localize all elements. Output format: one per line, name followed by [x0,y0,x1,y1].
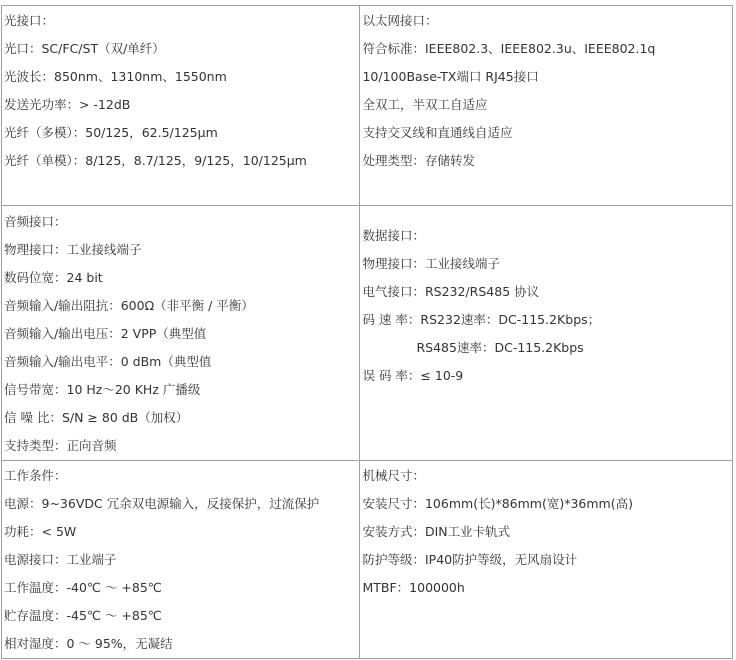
audio-bit-width: 数码位宽：24 bit [4,270,103,285]
mechanical-mtbf: MTBF：100000h [362,580,465,595]
audio-physical: 物理接口：工业接线端子 [4,242,142,257]
spec-table [1,5,733,659]
optical-wavelength: 光波长：850nm、1310nm、1550nm [4,69,227,84]
audio-voltage: 音频输入/输出电压：2 VPP（典型值 [4,326,207,341]
audio-snr: 信 噪 比：S/N ≥ 80 dB（加权） [4,410,189,425]
audio-bandwidth: 信号带宽：10 Hz～20 KHz 广播级 [4,382,201,397]
working-consumption: 功耗：< 5W [4,524,77,539]
mechanical-heading: 机械尺寸： [362,468,425,483]
ethernet-mdix: 支持交叉线和直通线自适应 [362,125,513,140]
working-power: 电源：9~36VDC 冗余双电源输入，反接保护，过流保护 [4,496,320,511]
working-power-connector: 电源接口：工业端子 [4,552,117,567]
mechanical-size: 安装尺寸：106mm(长)*86mm(宽)*36mm(高) [362,496,633,511]
audio-heading: 音频接口： [4,214,67,229]
cell-working-conditions [2,461,360,659]
optical-fiber-singlemode: 光纤（单模）：8/125，8.7/125，9/125，10/125μm [4,153,307,168]
audio-impedance: 音频输入/输出阻抗：600Ω（非平衡 / 平衡） [4,298,254,313]
data-baud-rate-rs485: RS485速率：DC-115.2Kbps [416,340,584,355]
table-row-audio-data [2,206,733,461]
data-heading: 数据接口： [362,228,425,243]
optical-heading: 光接口： [4,13,55,28]
mechanical-mounting: 安装方式：DIN工业卡轨式 [362,524,511,539]
ethernet-port: 10/100Base-TX端口 RJ45接口 [362,69,539,84]
storage-temperature: 贮存温度：-45℃ ～ +85℃ [4,608,162,623]
data-physical: 物理接口：工业接线端子 [362,256,500,271]
table-row-conditions [2,461,733,659]
cell-data-interface [360,206,733,461]
optical-fiber-multimode: 光纤（多模）：50/125，62.5/125μm [4,125,218,140]
table-row-interfaces [2,6,733,206]
optical-tx-power: 发送光功率：> -12dB [4,97,131,112]
data-baud-rate: 码 速 率：RS232速率：DC-115.2Kbps； [362,312,601,327]
audio-level: 音频输入/输出电平：0 dBm（典型值 [4,354,212,369]
working-temperature: 工作温度：-40℃ ～ +85℃ [4,580,162,595]
cell-ethernet-interface [360,6,733,206]
data-bit-error-rate: 误 码 率：≤ 10-9 [362,368,464,383]
ethernet-heading: 以太网接口： [362,13,438,28]
ethernet-standard: 符合标准：IEEE802.3、IEEE802.3u、IEEE802.1q [362,41,656,56]
optical-port: 光口：SC/FC/ST（双/单纤） [4,41,165,56]
mechanical-protection: 防护等级：IP40防护等级，无风扇设计 [362,552,578,567]
cell-audio-interface [2,206,360,461]
data-electrical: 电气接口：RS232/RS485 协议 [362,284,540,299]
relative-humidity: 相对湿度：0 ～ 95%，无凝结 [4,636,173,651]
working-heading: 工作条件： [4,468,67,483]
cell-mechanical-dimensions [360,461,733,659]
ethernet-duplex: 全双工，半双工自适应 [362,97,488,112]
ethernet-processing: 处理类型：存储转发 [362,153,475,168]
cell-optical-interface [2,6,360,206]
audio-support-type: 支持类型：正向音频 [4,438,117,453]
